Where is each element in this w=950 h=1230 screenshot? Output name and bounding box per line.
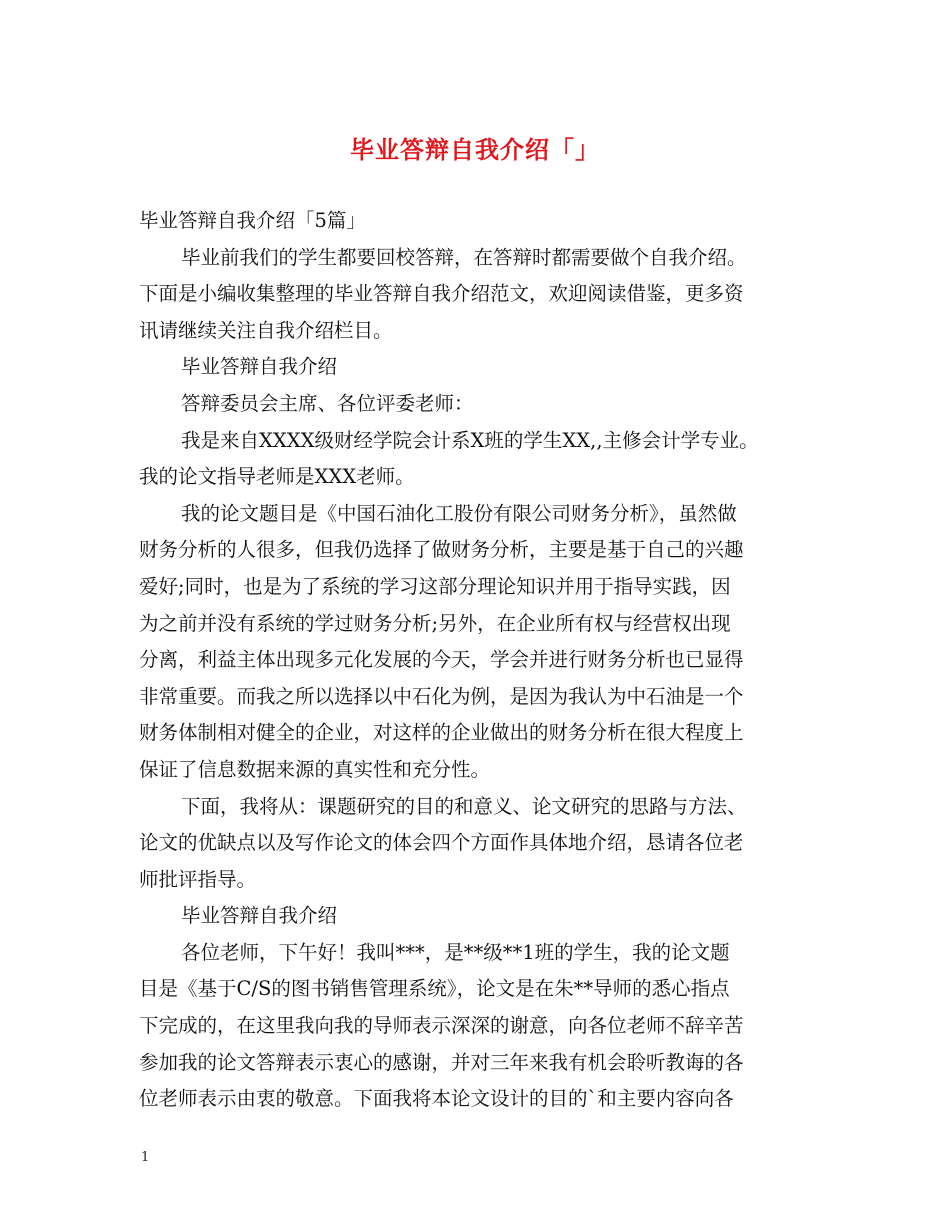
- text-line: 爱好;同时，也是为了系统的学习这部分理论知识并用于指导实践，因: [139, 574, 731, 598]
- text-line: 非常重要。而我之所以选择以中石化为例，是因为我认为中石油是一个: [139, 684, 744, 708]
- text-line: 毕业前我们的学生都要回校答辩，在答辩时都需要做个自我介绍。: [181, 245, 747, 269]
- text-line: 讯请继续关注自我介绍栏目。: [139, 318, 393, 342]
- text-line: 目是《基于C/S的图书销售管理系统》，论文是在朱**导师的悉心指点: [139, 977, 730, 1001]
- text-line: 位老师表示由衷的敬意。下面我将本论文设计的目的`和主要内容向各: [139, 1087, 734, 1111]
- text-line: 参加我的论文答辩表示衷心的感谢，并对三年来我有机会聆听教诲的各: [139, 1050, 744, 1074]
- text-line: 毕业答辩自我介绍: [181, 355, 338, 379]
- text-line: 我是来自XXXX级财经学院会计系X班的学生XX,,主修会计学专业。: [181, 428, 759, 452]
- text-line: 下面是小编收集整理的毕业答辩自我介绍范文，欢迎阅读借鉴，更多资: [139, 282, 744, 306]
- text-line: 财务体制相对健全的企业，对这样的企业做出的财务分析在很大程度上: [139, 721, 744, 745]
- text-line: 各位老师，下午好！我叫***，是**级**1班的学生，我的论文题: [181, 940, 730, 964]
- text-line: 分离，利益主体出现多元化发展的今天，学会并进行财务分析也已显得: [139, 648, 744, 672]
- text-line: 为之前并没有系统的学过财务分析;另外，在企业所有权与经营权出现: [139, 611, 731, 635]
- text-line: 财务分析的人很多，但我仍选择了做财务分析，主要是基于自己的兴趣: [139, 538, 744, 562]
- text-line: 答辩委员会主席、各位评委老师：: [181, 391, 474, 415]
- text-line: 下完成的，在这里我向我的导师表示深深的谢意，向各位老师不辞辛苦: [139, 1014, 744, 1038]
- document-title: 毕业答辩自我介绍「」: [350, 135, 600, 164]
- text-line: 我的论文指导老师是XXX老师。: [139, 465, 415, 489]
- document-body: [139, 203, 814, 1118]
- text-line: 下面，我将从：课题研究的目的和意义、论文研究的思路与方法、: [181, 794, 747, 818]
- text-line: 毕业答辩自我介绍: [181, 904, 338, 928]
- text-line: 论文的优缺点以及写作论文的体会四个方面作具体地介绍，恳请各位老: [139, 831, 744, 855]
- text-line: 保证了信息数据来源的真实性和充分性。: [139, 757, 491, 781]
- page-number: 1: [141, 1150, 150, 1165]
- text-line: 师批评指导。: [139, 867, 257, 891]
- text-line: 我的论文题目是《中国石油化工股份有限公司财务分析》，虽然做: [181, 501, 737, 525]
- text-line: 毕业答辩自我介绍「5篇」: [139, 209, 366, 232]
